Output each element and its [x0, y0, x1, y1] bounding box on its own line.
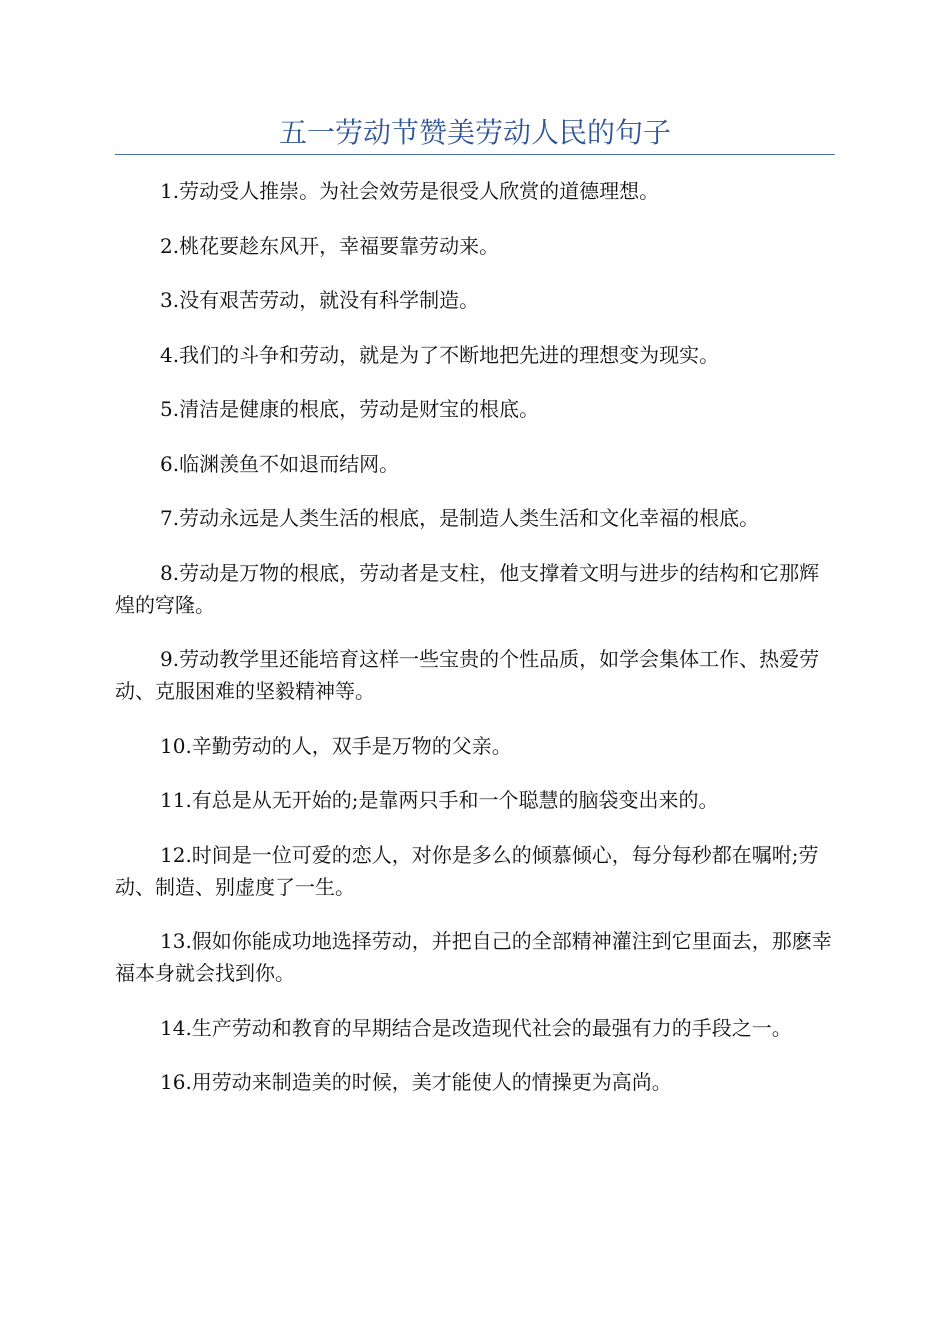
paragraph-5: 5.清洁是健康的根底，劳动是财宝的根底。	[160, 397, 540, 421]
paragraph-14: 14.生产劳动和教育的早期结合是改造现代社会的最强有力的手段之一。	[160, 1015, 792, 1040]
paragraph-3: 3.没有艰苦劳动，就没有科学制造。	[160, 288, 480, 312]
document-title: 五一劳动节赞美劳动人民的句子	[278, 116, 671, 149]
paragraph-7: 7.劳动永远是人类生活的根底，是制造人类生活和文化幸福的根底。	[160, 506, 760, 530]
paragraph-13: 13.假如你能成功地选择劳动，并把自己的全部精神灌注到它里面去，那麽幸福本身就会找到你。	[115, 929, 832, 985]
title-underline	[115, 154, 835, 155]
paragraph-16: 16.用劳动来制造美的时候，美才能使人的情操更为高尚。	[160, 1070, 672, 1094]
paragraph-11: 11.有总是从无开始的;是靠两只手和一个聪慧的脑袋变出来的。	[160, 788, 719, 812]
paragraph-1: 1.劳动受人推崇。为社会效劳是很受人欣赏的道德理想。	[160, 179, 660, 203]
paragraph-4: 4.我们的斗争和劳动，就是为了不断地把先进的理想变为现实。	[160, 342, 720, 367]
paragraph-6: 6.临渊羡鱼不如退而结网。	[160, 451, 400, 476]
paragraph-2: 2.桃花要趁东风开，幸福要靠劳动来。	[160, 233, 500, 258]
paragraph-10: 10.辛勤劳动的人，双手是万物的父亲。	[160, 733, 512, 758]
document-body	[115, 175, 835, 1121]
paragraph-9: 9.劳动教学里还能培育这样一些宝贵的个性品质，如学会集体工作、热爱劳动、克服困难的坚毅精神等。	[115, 647, 820, 703]
paragraph-8: 8.劳动是万物的根底，劳动者是支柱，他支撑着文明与进步的结构和它那辉煌的穹隆。	[115, 560, 820, 617]
paragraph-12: 12.时间是一位可爱的恋人，对你是多么的倾慕倾心，每分每秒都在嘱咐;劳动、制造、别虚度了一生。	[115, 842, 819, 899]
